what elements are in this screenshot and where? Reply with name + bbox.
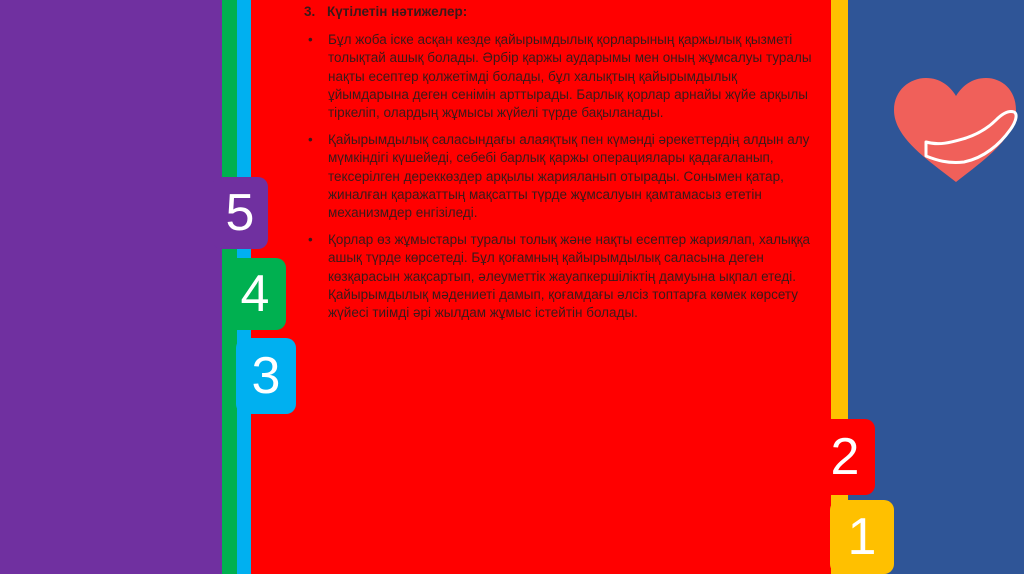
tab-5[interactable]: 5 — [212, 177, 268, 249]
tab-2[interactable]: 2 — [815, 419, 875, 495]
section-number: 3. — [304, 4, 316, 19]
section-title: Күтілетін нәтижелер: — [327, 4, 468, 19]
bullet-item: • Қорлар өз жұмыстары туралы толық және нақты есептер жариялап, халыққа ашық түрде көрсетеді. Бұл қоғамның қайырымдылық саласына деген көзқарасын жақсартып, әлеуметтік жауапкершіліктің дамуына ықпал етеді. Қайырымдылық мәдениеті дамып, қоғамдағы әлсіз топтарға көмек көрсету жүйесі тиімді әрі жылдам жұмыс істейтін болады. — [304, 231, 816, 322]
left-purple-panel — [0, 0, 222, 574]
tab-3[interactable]: 3 — [236, 338, 296, 414]
bullet-item: • Қайырымдылық саласындағы алаяқтық пен күмәнді әрекеттердің алдын алу мүмкіндігі күшейеді, себебі барлық қаржы операциялары қадағаланып, тексерілген дереккөздер арқылы жарияланып отырады. Сонымен қатар, жиналған қаражаттың мақсатты түрде жұмсалуын қамтамасыз ететін механизмдер енгізіледі. — [304, 131, 816, 222]
heart-hand-icon — [888, 72, 1024, 188]
bullet-item: • Бұл жоба іске асқан кезде қайырымдылық қорларының қаржылық қызметі толықтай ашық болады. Әрбір қаржы аударымы мен оның жұмсалуы туралы нақты есептер қолжетімді болады, бұл халықтың қайырымдылық ұйымдарына деген сенімін арттырады. Барлық қорлар арнайы жүйе арқылы тіркеліп, олардың жұмысы жүйелі түрде бақыланады. — [304, 31, 816, 122]
bullet-list — [304, 31, 816, 322]
section-heading — [304, 3, 816, 21]
slide-content — [304, 3, 816, 331]
tab-1[interactable]: 1 — [830, 500, 894, 574]
tab-4[interactable]: 4 — [224, 258, 286, 330]
